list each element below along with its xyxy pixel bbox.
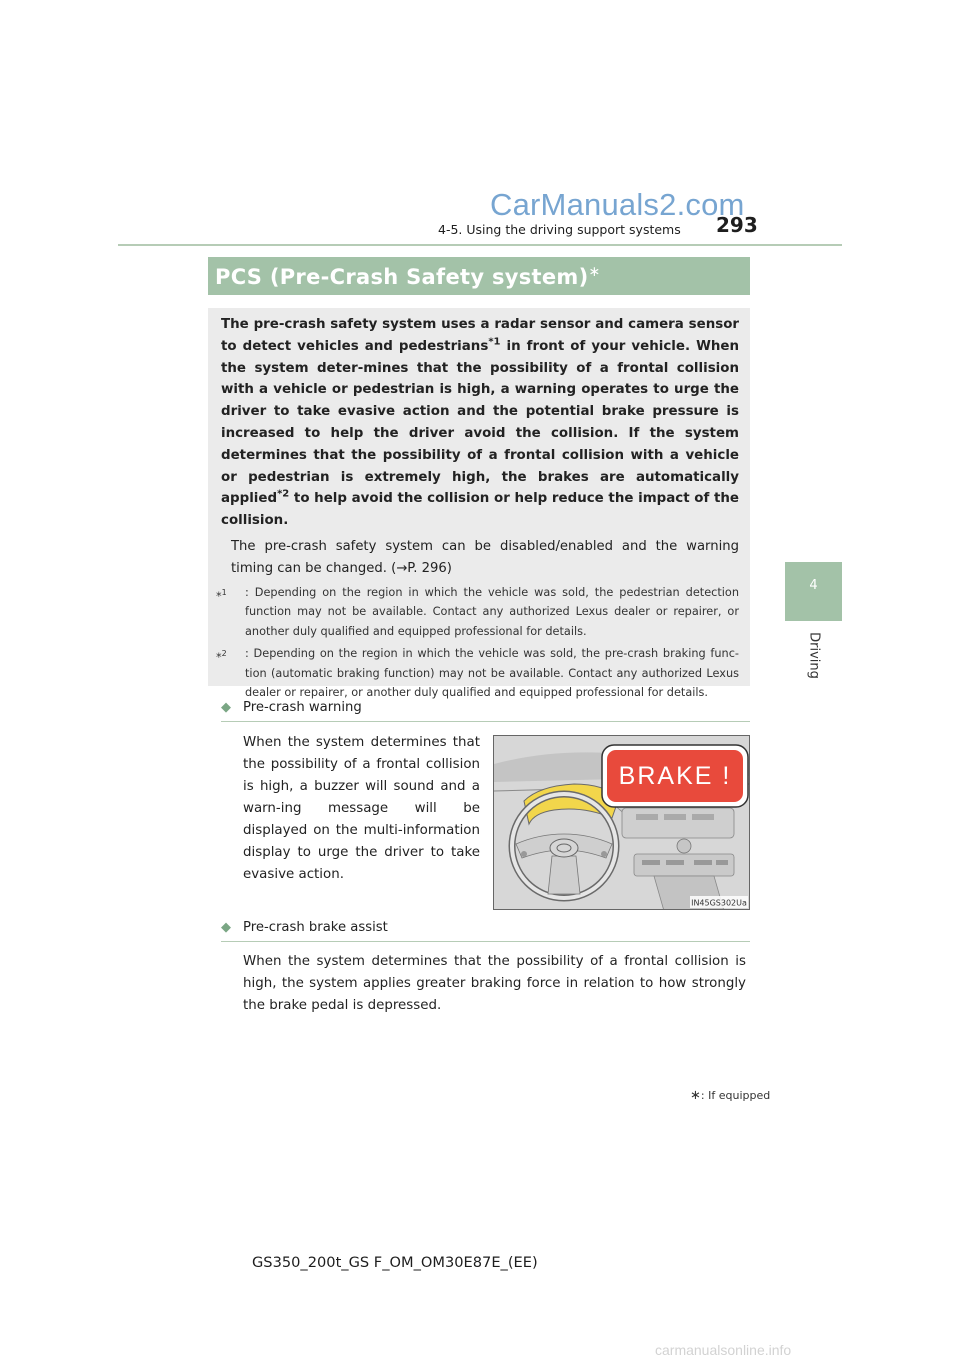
assist-body: When the system determines that the possibility of a frontal collision is high, the system applies greater braking force in relation to how strongly the brake pedal is depressed. [243, 954, 746, 1013]
footnote-star: * [216, 589, 222, 603]
subheading-pre-crash-brake-assist [221, 920, 750, 942]
intro-text-1: The pre-crash safety system uses a radar sensor and camera sensor to detect vehicles and pedestrians [221, 317, 739, 354]
diamond-icon: ◆ [221, 920, 231, 935]
footnote-mark [216, 644, 227, 667]
intro-text-2: in front of your vehicle. When the system deter-mines that the possibility of a frontal collision with a vehicle or pedestrian is high, a warning operates to urge the driver to take evasive action and the potential brake pressure is increased to help the driver avoid the collision. If the system determines that the possibility of a frontal collision with a vehicle or pedestrian is extremely high, the brakes are automatically applied [221, 338, 739, 507]
carmanuals-watermark: CarManuals2.com [490, 187, 745, 222]
section-title-text: PCS (Pre-Crash Safety system) [215, 265, 589, 289]
subheading-pre-crash-warning [221, 700, 750, 722]
footnote-ref-1: *1 [488, 336, 501, 348]
if-equipped-text: : If equipped [700, 1089, 771, 1102]
subheading-label: Pre-crash brake assist [243, 920, 388, 935]
section-title [215, 264, 601, 289]
chapter-label: Driving [806, 632, 822, 679]
dashboard-drawing [494, 736, 750, 910]
asterisk-icon: ∗ [690, 1088, 701, 1103]
if-equipped-asterisk: ∗ [588, 264, 601, 280]
intro-paragraph [221, 314, 739, 532]
chapter-tab[interactable] [785, 562, 842, 621]
footnote-2 [216, 644, 739, 703]
footnote-star: * [216, 650, 222, 664]
carmanualsonline-watermark: carmanualsonline.info [655, 1342, 792, 1358]
document-code: GS350_200t_GS F_OM_OM30E87E_(EE) [252, 1254, 538, 1271]
page-number: 293 [716, 213, 758, 237]
footnote-mark [216, 583, 227, 606]
intro-box [208, 308, 750, 700]
if-equipped-note [690, 1088, 770, 1103]
illustration-code: IN45GS302Ua [691, 898, 747, 908]
warning-body: When the system determines that the possibility of a frontal collision is high, a buzzer will sound and a warn-ing message will be displayed on the multi-information display to urge the driver to take evasive action. [243, 735, 480, 882]
running-head: 4-5. Using the driving support systems [438, 222, 681, 237]
footnote-ref-2: *2 [277, 488, 290, 500]
footnote-num: 2 [221, 649, 227, 659]
settings-note: The pre-crash safety system can be disabled/enabled and the warning timing can be changed. (→P. 296) [231, 538, 739, 576]
subheading-label: Pre-crash warning [243, 700, 362, 715]
header-rule [118, 244, 842, 246]
brake-warning-illustration [493, 735, 750, 910]
footnote-num: 1 [221, 587, 227, 597]
diamond-icon: ◆ [221, 700, 231, 715]
chapter-number: 4 [809, 578, 818, 593]
intro-text-3: to help avoid the collision or help reduce the impact of the collision. [221, 491, 739, 529]
brake-callout-text: BRAKE ! [618, 762, 732, 790]
section-banner [208, 257, 750, 295]
footnote-1 [216, 583, 739, 642]
footnote-text: : Depending on the region in which the vehicle was sold, the pedestrian detection function may not be available. Contact any authorized Lexus dealer or repairer, or another duly qualified and equipped professional for details. [245, 585, 739, 638]
footnote-text: : Depending on the region in which the vehicle was sold, the pre-crash braking func-tion (automatic braking function) may not be available. Contact any authorized Lexus dealer or repairer, or another duly qualified and equipped professional for details. [245, 647, 739, 700]
